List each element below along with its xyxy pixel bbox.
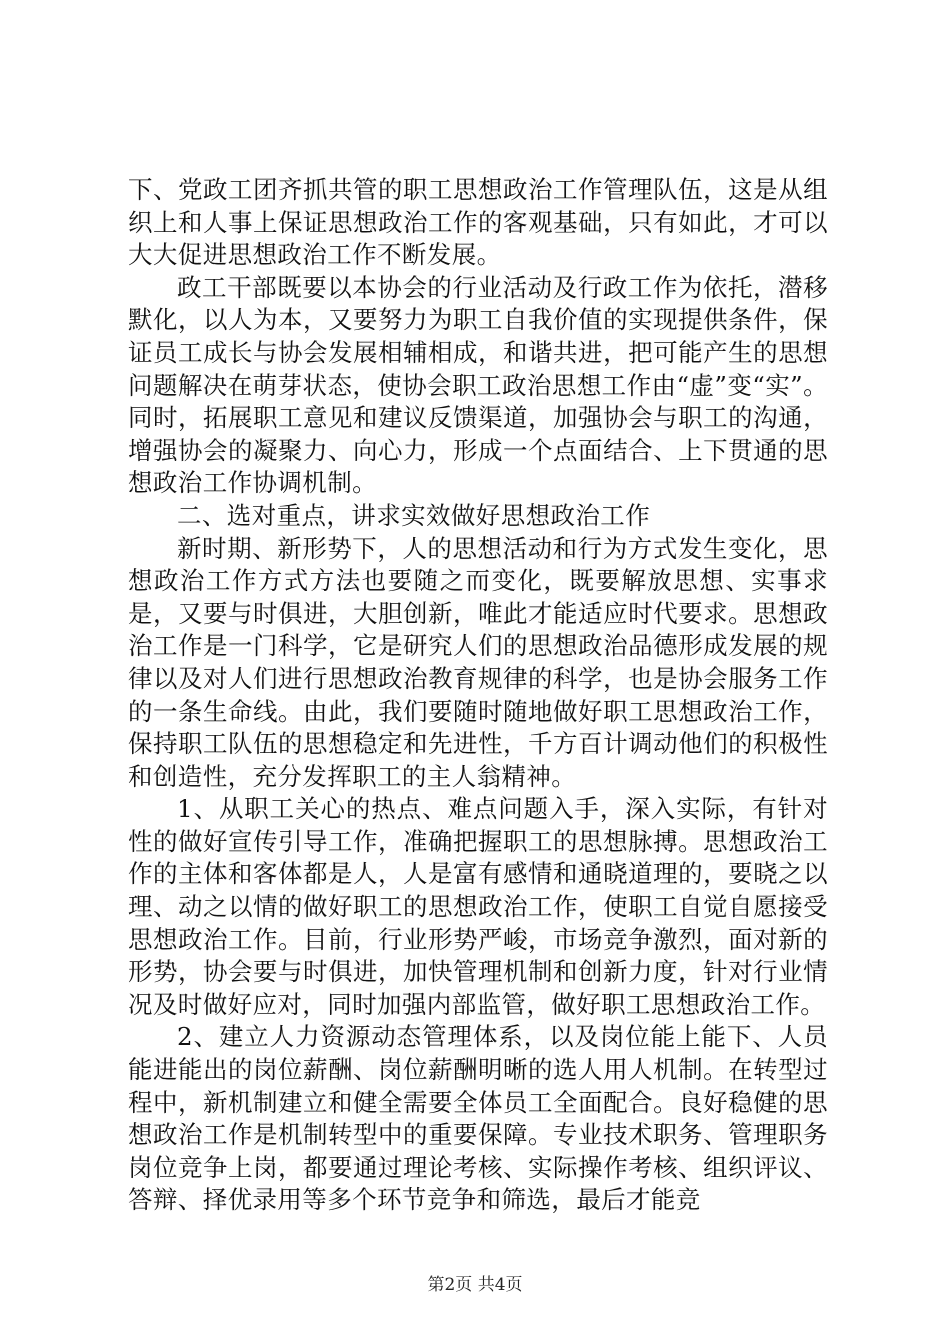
paragraph: 新时期、新形势下，人的思想活动和行为方式发生变化，思想政治工作方式方法也要随之而变化，既要解放思想、实事求是，又要与时俱进，大胆创新，唯此才能适应时代要求。思想政治工作是一门科学，它是研究人们的思想政治品德形成发展的规律以及对人们进行思想政治教育规律的科学，也是协会服务工作的一条生命线。由此，我们要随时随地做好职工思想政治工作，保持职工队伍的思想稳定和先进性，千方百计调动他们的积极性和创造性，充分发挥职工的主人翁精神。	[128, 533, 828, 791]
paragraph-continuation: 下、党政工团齐抓共管的职工思想政治工作管理队伍，这是从组织上和人事上保证思想政治工作的客观基础，只有如此，才可以大大促进思想政治工作不断发展。	[128, 175, 828, 270]
document-body	[128, 174, 828, 1217]
section-heading: 二、选对重点，讲求实效做好思想政治工作	[177, 500, 651, 530]
paragraph: 政工干部既要以本协会的行业活动及行政工作为依托，潜移默化，以人为本，又要努力为职工自我价值的实现提供条件，保证员工成长与协会发展相辅相成，和谐共进，把可能产生的思想问题解决在萌芽状态，使协会职工政治思想工作由“虚”变“实”。同时，拓展职工意见和建议反馈渠道，加强协会与职工的沟通，增强协会的凝聚力、向心力，形成一个点面结合、上下贯通的思想政治工作协调机制。	[128, 272, 828, 498]
page-footer: 第2页 共4页	[427, 1275, 523, 1295]
paragraph: 1、从职工关心的热点、难点问题入手，深入实际，有针对性的做好宣传引导工作，准确把握职工的思想脉搏。思想政治工作的主体和客体都是人，人是富有感情和通晓道理的，要晓之以理、动之以情的做好职工的思想政治工作，使职工自觉自愿接受思想政治工作。目前，行业形势严峻，市场竞争激烈，面对新的形势，协会要与时俱进，加快管理机制和创新力度，针对行业情况及时做好应对，同时加强内部监管，做好职工思想政治工作。	[128, 794, 828, 1019]
paragraph: 2、建立人力资源动态管理体系，以及岗位能上能下、人员能进能出的岗位薪酬、岗位薪酬明晰的选人用人机制。在转型过程中，新机制建立和健全需要全体员工全面配合。良好稳健的思想政治工作是机制转型中的重要保障。专业技术职务、管理职务岗位竞争上岗，都要通过理论考核、实际操作考核、组织评议、答辩、择优录用等多个环节竞争和筛选，最后才能竞	[128, 1022, 828, 1215]
